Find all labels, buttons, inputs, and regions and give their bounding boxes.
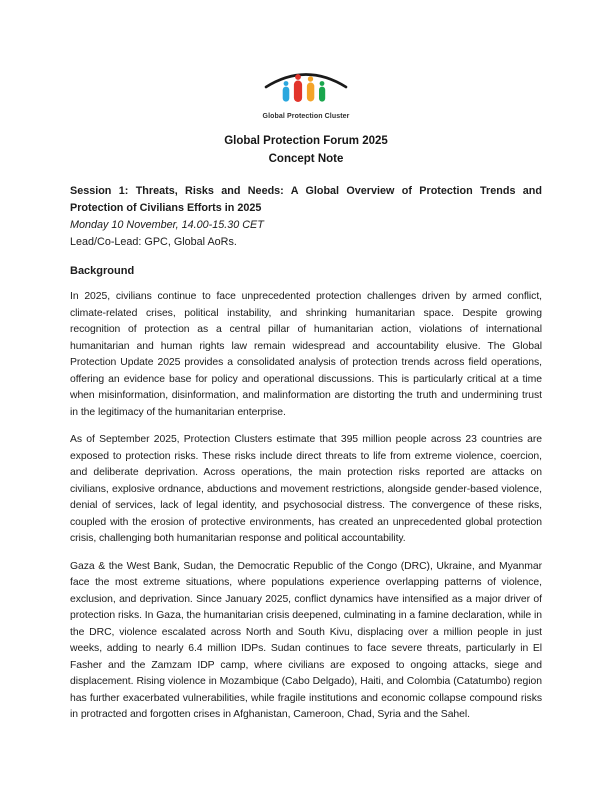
person-red-icon bbox=[294, 74, 302, 102]
document-title-block bbox=[0, 133, 612, 168]
person-green-icon bbox=[319, 81, 325, 102]
logo-wordmark: Global Protection Cluster bbox=[262, 113, 350, 120]
session-heading: Session 1: Threats, Risks and Needs: A Global Overview of Protection Trends and Protection of Civilians Efforts in 2025 bbox=[70, 185, 542, 214]
session-lead: Lead/Co-Lead: GPC, Global AoRs. bbox=[70, 236, 237, 248]
gpc-logo-block bbox=[0, 68, 612, 120]
background-paragraph-2: As of September 2025, Protection Clusters estimate that 395 million people across 23 countries are exposed to protection risks. These risks include direct threats to life from extreme violence, coercion, and deliberate deprivation. Across operations, the main protection risks reported are attacks on civilians, explosive ordnance, abductions and movement restrictions, alongside gender-based violence, denial of services, lack of legal identity, and psychosocial distress. The convergence of these risks, coupled with the erosion of protective environments, has created an unprecedented global protection crisis, challenging both humanitarian response and political accountability. bbox=[70, 434, 542, 544]
document-body bbox=[70, 183, 542, 724]
document-title: Global Protection Forum 2025 bbox=[224, 135, 388, 147]
document-subtitle: Concept Note bbox=[268, 152, 344, 165]
person-blue-icon bbox=[283, 81, 290, 102]
gpc-logo-icon bbox=[264, 68, 348, 112]
background-paragraph-3: Gaza & the West Bank, Sudan, the Democratic Republic of the Congo (DRC), Ukraine, and Myanmar face the most extreme situations, where populations experience overlapping patterns of violence, exclusion, and deprivation. Since January 2025, conflict dynamics have intensified as a major driver of protection risks. In Gaza, the humanitarian crisis deepened, culminating in a famine declaration, while in the DRC, violence escalated across North and South Kivu, displacing over a million people in just weeks, adding to nearly 6.4 million IDPs. Sudan continues to face severe threats, particularly in El Fasher and the Zamzam IDP camp, where civilians are exposed to ongoing attacks, siege and displacement. Rising violence in Mozambique (Cabo Delgado), Haiti, and Colombia (Catatumbo) region has further exacerbated vulnerabilities, while fragile institutions and economic collapse compound risks in protracted and forgotten crises in Afghanistan, Cameroon, Chad, Syria and the Sahel. bbox=[70, 560, 542, 720]
background-heading: Background bbox=[70, 265, 135, 277]
logo-arc bbox=[266, 75, 346, 88]
background-paragraph-1: In 2025, civilians continue to face unprecedented protection challenges driven by armed conflict, climate-related crises, political instability, and shrinking humanitarian space. Despite growing recognition of protection as a central pillar of humanitarian action, violations of international humanitarian and human rights law remain widespread and accountability elusive. The Global Protection Update 2025 provides a consolidated analysis of protection trends across field operations, offering an evidence base for policy and operational discussions. This is particularly critical at a time when misinformation, disinformation, and malinformation are distorting the truth and undermining trust in the legitimacy of the humanitarian enterprise. bbox=[70, 291, 542, 418]
person-orange-icon bbox=[307, 76, 314, 101]
session-info-block bbox=[70, 183, 542, 251]
session-schedule: Monday 10 November, 14.00-15.30 CET bbox=[70, 219, 264, 231]
